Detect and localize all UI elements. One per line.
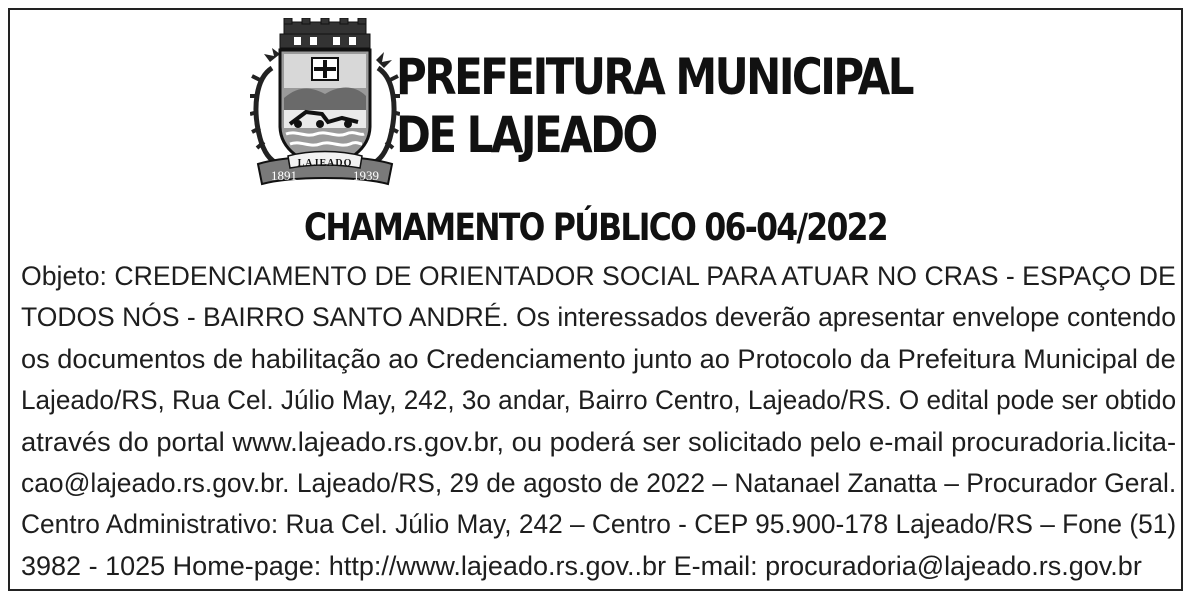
notice-title: CHAMAMENTO PÚBLICO 06-04/2022 <box>304 206 887 249</box>
notice-body-line: Centro Administrativo: Rua Cel. Júlio May, 242 – Centro - CEP 95.900-178 Lajeado/RS – Fone (51) <box>21 509 1176 540</box>
notice-body-line: Objeto: CREDENCIAMENTO DE ORIENTADOR SOCIAL PARA ATUAR NO CRAS - ESPAÇO DE <box>21 261 1176 291</box>
notice-body <box>21 256 1176 587</box>
notice-frame <box>8 8 1183 591</box>
municipality-name <box>396 48 912 164</box>
lajeado-coat-of-arms-icon <box>250 18 400 190</box>
notice-body-line: os documentos de habilitação ao Credenciamento junto ao Protocolo da Prefeitura Municipal de <box>21 343 1176 374</box>
municipality-name-line-1: PREFEITURA MUNICIPAL <box>396 48 912 106</box>
notice-body-line: cao@lajeado.rs.gov.br. Lajeado/RS, 29 de agosto de 2022 – Natanael Zanatta – Procurador Geral. <box>21 467 1176 498</box>
notice-body-line: Lajeado/RS, Rua Cel. Júlio May, 242, 3o andar, Bairro Centro, Lajeado/RS. O edital pode ser obtido <box>21 385 1176 416</box>
municipality-name-line-2: DE LAJEADO <box>396 106 656 164</box>
notice-body-line: 3982 - 1025 Home-page: http://www.lajeado.rs.gov..br E-mail: procuradoria@lajeado.rs.gov.br <box>21 550 1142 581</box>
notice-body-line: através do portal www.lajeado.rs.gov.br, ou poderá ser solicitado pelo e-mail procuradoria.licita- <box>21 426 1176 457</box>
crest-ribbon-text: LAJEADO <box>297 158 353 169</box>
notice-body-line: TODOS NÓS - BAIRRO SANTO ANDRÉ. Os interessados deverão apresentar envelope contendo <box>21 302 1176 333</box>
crest-year-right: 1939 <box>353 168 379 183</box>
crest-year-left: 1891 <box>271 168 297 183</box>
